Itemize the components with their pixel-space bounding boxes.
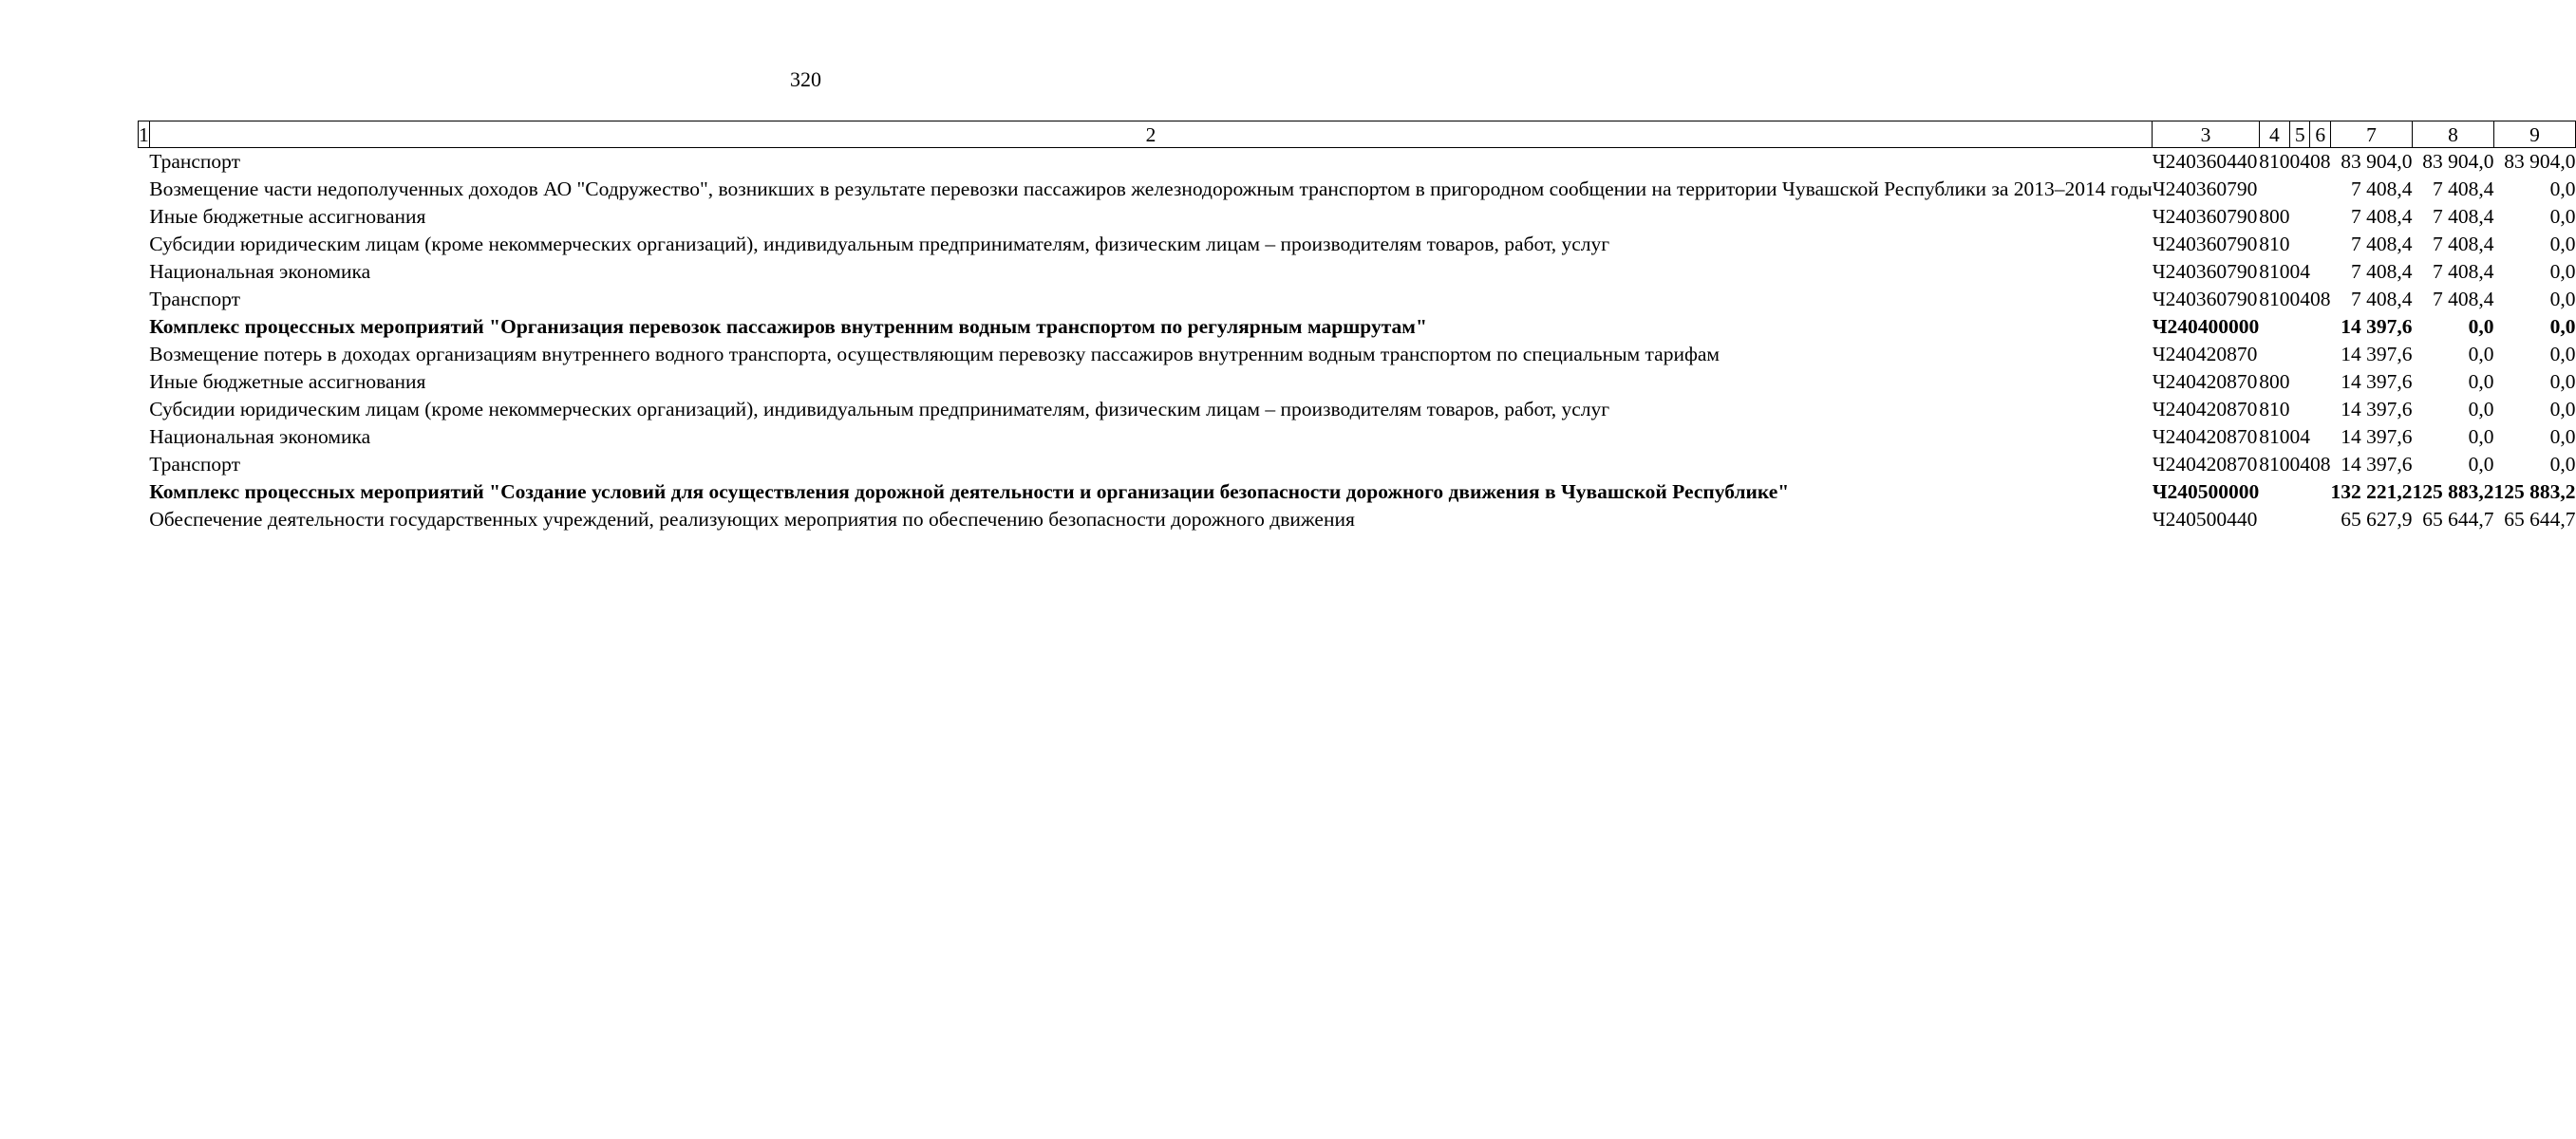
table-body	[139, 148, 2576, 534]
section-code: 04	[2289, 453, 2310, 476]
expense-type: 800	[2259, 205, 2290, 228]
amount-year-2: 7 408,4	[2432, 205, 2494, 228]
amount-year-3: 0,0	[2549, 425, 2576, 448]
amount-year-3: 0,0	[2549, 288, 2576, 310]
target-code: Ч240500000	[2152, 480, 2260, 503]
table-row	[139, 203, 2576, 231]
column-header: 5	[2289, 121, 2310, 148]
item-name: Национальная экономика	[149, 425, 371, 448]
column-header: 6	[2310, 121, 2331, 148]
section-code: 04	[2289, 288, 2310, 310]
amount-year-2: 0,0	[2468, 370, 2494, 393]
section-code: 04	[2289, 150, 2310, 173]
expense-type: 810	[2259, 150, 2290, 173]
empty-cell	[139, 258, 150, 286]
subsection-code: 08	[2309, 150, 2331, 173]
target-code: Ч240360440	[2152, 150, 2258, 173]
empty-cell	[139, 286, 150, 313]
item-name: Комплекс процессных мероприятий "Создание условий для осуществления дорожной деятельности и организации безопасности дорожного движения в Чувашской Республике"	[149, 480, 1790, 503]
target-code: Ч240420870	[2152, 425, 2258, 448]
column-header: 8	[2412, 121, 2493, 148]
column-number-header	[139, 121, 2576, 148]
target-code: Ч240420870	[2152, 370, 2258, 393]
subsection-code	[2310, 231, 2331, 258]
table-row	[139, 176, 2576, 203]
section-code	[2289, 231, 2310, 258]
target-code: Ч240360790	[2152, 260, 2258, 283]
table-row	[139, 148, 2576, 177]
column-header: 4	[2259, 121, 2289, 148]
table-row	[139, 423, 2576, 451]
amount-year-1: 83 904,0	[2341, 150, 2413, 173]
table-row	[139, 478, 2576, 506]
table-row	[139, 313, 2576, 341]
amount-year-2: 7 408,4	[2432, 233, 2494, 255]
amount-year-1: 14 397,6	[2341, 315, 2413, 338]
item-name: Иные бюджетные ассигнования	[149, 205, 426, 228]
expense-type	[2259, 313, 2289, 341]
amount-year-1: 7 408,4	[2350, 288, 2413, 310]
empty-cell	[139, 313, 150, 341]
empty-cell	[139, 341, 150, 368]
target-code: Ч240360790	[2152, 205, 2258, 228]
table-row	[139, 286, 2576, 313]
empty-cell	[139, 396, 150, 423]
amount-year-2: 125 883,2	[2412, 480, 2494, 503]
item-name: Комплекс процессных мероприятий "Организация перевозок пассажиров внутренним водным транспортом по регулярным маршрутам"	[149, 315, 1427, 338]
column-header: 3	[2153, 121, 2260, 148]
expense-type	[2259, 506, 2289, 533]
section-code: 04	[2289, 260, 2310, 283]
target-code: Ч240420870	[2152, 398, 2258, 420]
section-code	[2289, 368, 2310, 396]
subsection-code: 08	[2309, 453, 2331, 476]
empty-cell	[139, 368, 150, 396]
amount-year-2: 0,0	[2468, 425, 2494, 448]
expense-type	[2259, 176, 2289, 203]
item-name: Субсидии юридическим лицам (кроме некоммерческих организаций), индивидуальным предпринимателям, физическим лицам – производителям товаров, работ, услуг	[149, 398, 1610, 420]
table-row	[139, 341, 2576, 368]
expense-type	[2259, 478, 2289, 506]
amount-year-3: 0,0	[2549, 453, 2576, 476]
amount-year-1: 14 397,6	[2341, 370, 2413, 393]
item-name: Субсидии юридическим лицам (кроме некоммерческих организаций), индивидуальным предпринимателям, физическим лицам – производителям товаров, работ, услуг	[149, 233, 1610, 255]
expense-type: 810	[2259, 425, 2290, 448]
column-header: 7	[2330, 121, 2412, 148]
amount-year-2: 7 408,4	[2432, 260, 2494, 283]
amount-year-3: 0,0	[2549, 315, 2576, 338]
amount-year-3: 125 883,2	[2493, 480, 2576, 503]
subsection-code	[2310, 478, 2331, 506]
amount-year-2: 0,0	[2468, 343, 2494, 365]
target-code: Ч240400000	[2152, 315, 2260, 338]
amount-year-1: 65 627,9	[2341, 508, 2413, 531]
section-code: 04	[2289, 425, 2310, 448]
empty-cell	[139, 506, 150, 533]
subsection-code	[2310, 258, 2331, 286]
table-row	[139, 231, 2576, 258]
subsection-code	[2310, 176, 2331, 203]
section-code	[2289, 313, 2310, 341]
amount-year-2: 7 408,4	[2432, 288, 2494, 310]
amount-year-3: 83 904,0	[2504, 150, 2576, 173]
item-name: Национальная экономика	[149, 260, 371, 283]
amount-year-3: 65 644,7	[2504, 508, 2576, 531]
item-name: Транспорт	[149, 453, 241, 476]
target-code: Ч240360790	[2152, 288, 2258, 310]
amount-year-1: 7 408,4	[2350, 260, 2413, 283]
table-row	[139, 258, 2576, 286]
column-header: 9	[2493, 121, 2575, 148]
item-name: Обеспечение деятельности государственных учреждений, реализующих мероприятия по обеспечению безопасности дорожного движения	[149, 508, 1355, 531]
section-code	[2289, 478, 2310, 506]
item-name: Возмещение потерь в доходах организациям внутреннего водного транспорта, осуществляющим перевозку пассажиров внутренним водным транспортом по специальным тарифам	[149, 343, 1720, 365]
amount-year-1: 14 397,6	[2341, 425, 2413, 448]
target-code: Ч240420870	[2152, 343, 2258, 365]
table-row	[139, 396, 2576, 423]
subsection-code	[2310, 506, 2331, 533]
target-code: Ч240360790	[2152, 233, 2258, 255]
amount-year-1: 7 408,4	[2350, 177, 2413, 200]
empty-cell	[139, 451, 150, 478]
item-name: Транспорт	[149, 288, 241, 310]
table-row	[139, 506, 2576, 533]
amount-year-3: 0,0	[2549, 233, 2576, 255]
amount-year-2: 0,0	[2468, 398, 2494, 420]
subsection-code	[2310, 313, 2331, 341]
column-header: 1	[139, 122, 149, 146]
amount-year-2: 0,0	[2468, 315, 2494, 338]
item-name: Транспорт	[149, 150, 241, 173]
section-code	[2289, 176, 2310, 203]
section-code	[2289, 506, 2310, 533]
amount-year-2: 0,0	[2468, 453, 2494, 476]
table-row	[139, 451, 2576, 478]
section-code	[2289, 341, 2310, 368]
empty-cell	[139, 423, 150, 451]
empty-cell	[139, 231, 150, 258]
amount-year-1: 14 397,6	[2341, 343, 2413, 365]
section-code	[2289, 396, 2310, 423]
section-code	[2289, 203, 2310, 231]
expense-type: 810	[2259, 233, 2290, 255]
budget-table	[138, 121, 2576, 533]
amount-year-1: 7 408,4	[2350, 205, 2413, 228]
column-header: 2	[149, 121, 2152, 148]
amount-year-3: 0,0	[2549, 398, 2576, 420]
amount-year-1: 14 397,6	[2341, 398, 2413, 420]
amount-year-1: 14 397,6	[2341, 453, 2413, 476]
empty-cell	[139, 203, 150, 231]
empty-cell	[139, 148, 150, 177]
table-row	[139, 368, 2576, 396]
subsection-code	[2310, 368, 2331, 396]
empty-cell	[139, 176, 150, 203]
empty-cell	[139, 478, 150, 506]
target-code: Ч240360790	[2152, 177, 2258, 200]
amount-year-2: 65 644,7	[2422, 508, 2494, 531]
expense-type: 810	[2259, 453, 2290, 476]
item-name: Иные бюджетные ассигнования	[149, 370, 426, 393]
target-code: Ч240500440	[2152, 508, 2258, 531]
amount-year-2: 7 408,4	[2432, 177, 2494, 200]
amount-year-3: 0,0	[2549, 205, 2576, 228]
amount-year-3: 0,0	[2549, 343, 2576, 365]
subsection-code	[2310, 203, 2331, 231]
amount-year-1: 7 408,4	[2350, 233, 2413, 255]
subsection-code	[2310, 341, 2331, 368]
item-name: Возмещение части недополученных доходов АО "Содружество", возникших в результате перевозки пассажиров железнодорожным транспортом в пригородном сообщении на территории Чувашской Республики за 2013–2014 годы	[149, 177, 2153, 200]
amount-year-1: 132 221,2	[2330, 480, 2413, 503]
expense-type: 800	[2259, 370, 2290, 393]
amount-year-3: 0,0	[2549, 370, 2576, 393]
expense-type	[2259, 341, 2289, 368]
page-number: 320	[790, 67, 821, 91]
amount-year-3: 0,0	[2549, 177, 2576, 200]
expense-type: 810	[2259, 288, 2290, 310]
expense-type: 810	[2259, 398, 2290, 420]
subsection-code: 08	[2309, 288, 2331, 310]
target-code: Ч240420870	[2152, 453, 2258, 476]
expense-type: 810	[2259, 260, 2290, 283]
amount-year-3: 0,0	[2549, 260, 2576, 283]
subsection-code	[2310, 396, 2331, 423]
amount-year-2: 83 904,0	[2422, 150, 2494, 173]
subsection-code	[2310, 423, 2331, 451]
